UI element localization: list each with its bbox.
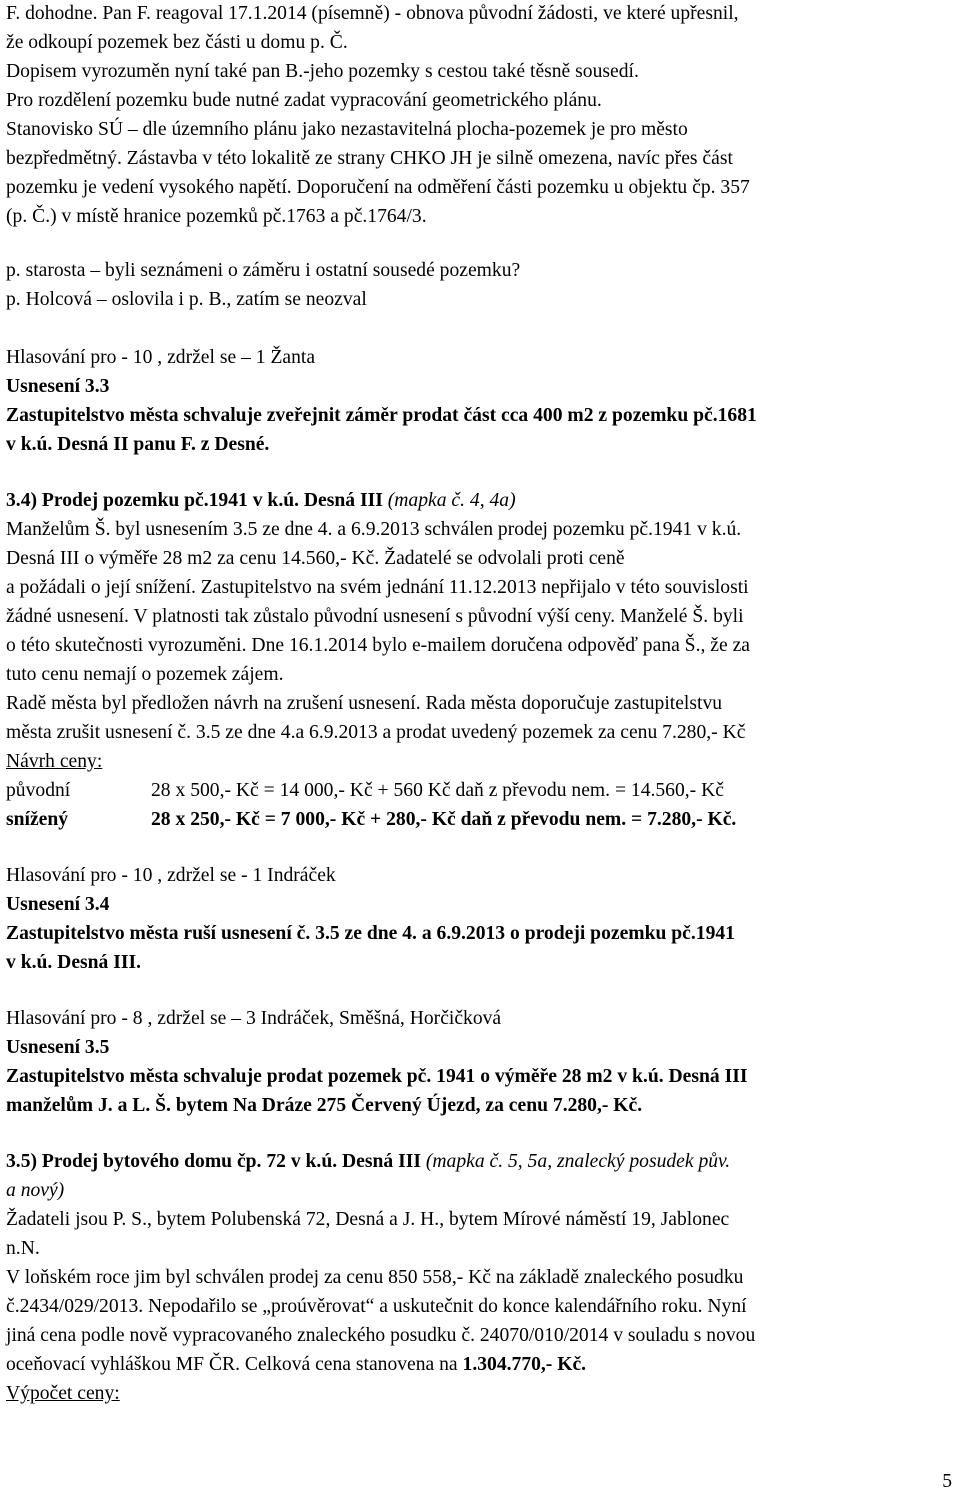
resolution-title: Usnesení 3.4 <box>6 894 110 915</box>
section-heading-note: (mapka č. 5, 5a, znalecký posudek pův. <box>425 1151 731 1172</box>
text-line: města zrušit usnesení č. 3.5 ze dne 4.a 6.9.2013 a prodat uvedený pozemek za cenu 7.280,- Kč <box>6 722 746 743</box>
text-line: Žadateli jsou P. S., bytem Polubenská 72, Desná a J. H., bytem Mírové náměstí 19, Jablonec <box>6 1209 730 1230</box>
resolution-text: Zastupitelstvo města schvaluje zveřejnit záměr prodat část cca 400 m2 z pozemku pč.1681 <box>6 405 757 426</box>
text-line: Radě města byl předložen návrh na zrušení usnesení. Rada města doporučuje zastupitelstvu <box>6 693 723 714</box>
text-line: žádné usnesení. V platnosti tak zůstalo původní usnesení s původní výší ceny. Manželé Š. byli <box>6 606 744 627</box>
resolution-title: Usnesení 3.5 <box>6 1037 110 1058</box>
text-line: Pro rozdělení pozemku bude nutné zadat vypracování geometrického plánu. <box>6 90 602 111</box>
resolution-text: manželům J. a L. Š. bytem Na Dráze 275 Červený Újezd, za cenu 7.280,- Kč. <box>6 1095 643 1116</box>
price-label: snížený <box>6 809 69 830</box>
text-line: a požádali o její snížení. Zastupitelstvo na svém jednání 11.12.2013 nepřijalo v této souvislosti <box>6 577 749 598</box>
section-heading-title: 3.4) Prodej pozemku pč.1941 v k.ú. Desná III <box>6 490 388 511</box>
section-heading <box>6 1152 730 1172</box>
text-line: Stanovisko SÚ – dle územního plánu jako nezastavitelná plocha-pozemek je pro město <box>6 119 688 140</box>
resolution-title: Usnesení 3.3 <box>6 376 110 397</box>
section-heading-note: a nový) <box>6 1180 65 1201</box>
price-label: původní <box>6 780 71 801</box>
price-row-reduced <box>6 810 946 830</box>
text-line: Dopisem vyrozuměn nyní také pan B.-jeho pozemky s cestou také těsně sousedí. <box>6 61 639 82</box>
price-heading: Návrh ceny: <box>6 751 103 772</box>
text-line: pozemku je vedení vysokého napětí. Doporučení na odměření části pozemku u objektu čp. 357 <box>6 177 750 198</box>
text-line: jiná cena podle nově vypracovaného znaleckého posudku č. 24070/010/2014 v souladu s novou <box>6 1325 756 1346</box>
resolution-text: Zastupitelstvo města schvaluje prodat pozemek pč. 1941 o výměře 28 m2 v k.ú. Desná III <box>6 1066 748 1087</box>
text-line: Desná III o výměře 28 m2 za cenu 14.560,- Kč. Žadatelé se odvolali proti ceně <box>6 548 625 569</box>
text-line: F. dohodne. Pan F. reagoval 17.1.2014 (písemně) - obnova původní žádosti, ve které upřesnil, <box>6 3 739 24</box>
resolution-text: Zastupitelstvo města ruší usnesení č. 3.5 ze dne 4. a 6.9.2013 o prodeji pozemku pč.1941 <box>6 923 735 944</box>
price-value: 28 x 250,- Kč = 7 000,- Kč + 280,- Kč daň z převodu nem. = 7.280,- Kč. <box>151 809 737 830</box>
text-line: V loňském roce jim byl schválen prodej za cenu 850 558,- Kč na základě znaleckého posudku <box>6 1267 744 1288</box>
vote-result: Hlasování pro - 8 , zdržel se – 3 Indráček, Směšná, Horčičková <box>6 1008 502 1029</box>
text-line: n.N. <box>6 1238 40 1259</box>
vote-result: Hlasování pro - 10 , zdržel se – 1 Žanta <box>6 347 316 368</box>
page-number: 5 <box>942 1471 952 1492</box>
calc-heading: Výpočet ceny: <box>6 1383 120 1404</box>
price-row-original <box>6 781 946 801</box>
price-value: 28 x 500,- Kč = 14 000,- Kč + 560 Kč daň z převodu nem. = 14.560,- Kč <box>151 780 724 801</box>
vote-result: Hlasování pro - 10 , zdržel se - 1 Indráček <box>6 865 336 886</box>
section-heading-title: 3.5) Prodej bytového domu čp. 72 v k.ú. Desná III <box>6 1151 426 1172</box>
text-line: Manželům Š. byl usnesením 3.5 ze dne 4. a 6.9.2013 schválen prodej pozemku pč.1941 v k.ú. <box>6 519 742 540</box>
text-line <box>6 1355 586 1375</box>
text-line: (p. Č.) v místě hranice pozemků pč.1763 a pč.1764/3. <box>6 206 427 227</box>
section-heading <box>6 491 516 511</box>
text-line: tuto cenu nemají o pozemek zájem. <box>6 664 284 685</box>
text-line: č.2434/029/2013. Nepodařilo se „proúvěrovat“ a uskutečnit do konce kalendářního roku. Nyní <box>6 1296 747 1317</box>
text-line: p. Holcová – oslovila i p. B., zatím se neozval <box>6 289 367 310</box>
text-line: o této skutečnosti vyrozuměni. Dne 16.1.2014 bylo e-mailem doručena odpověď pana Š., že za <box>6 635 750 656</box>
text-line: bezpředmětný. Zástavba v této lokalitě ze strany CHKO JH je silně omezena, navíc přes část <box>6 148 733 169</box>
resolution-text: v k.ú. Desná III. <box>6 952 142 973</box>
text-line: p. starosta – byli seznámeni o záměru i ostatní sousedé pozemku? <box>6 260 521 281</box>
section-heading-note: (mapka č. 4, 4a) <box>387 490 516 511</box>
text-line: že odkoupí pozemek bez části u domu p. Č. <box>6 32 348 53</box>
text-fragment: oceňovací vyhláškou MF ČR. Celková cena stanovena na <box>6 1354 463 1375</box>
resolution-text: v k.ú. Desná II panu F. z Desné. <box>6 434 270 455</box>
total-price: 1.304.770,- Kč. <box>462 1354 587 1375</box>
